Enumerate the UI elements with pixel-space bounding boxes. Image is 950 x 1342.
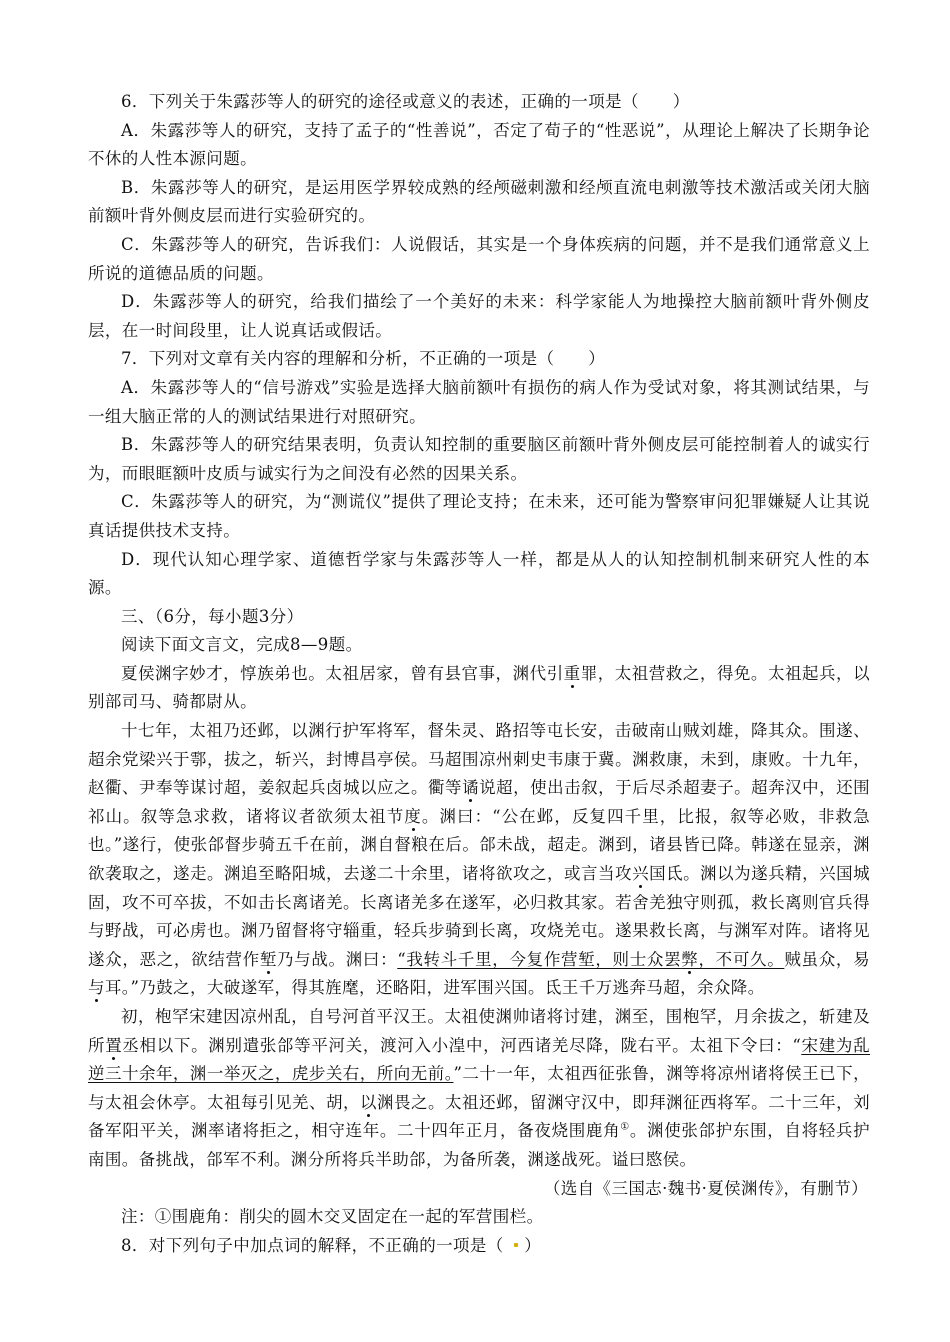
q7-option-b: B．朱露莎等人的研究结果表明，负责认知控制的重要脑区前额叶背外侧皮层可能控制着人的诚实行为，而眼眶额叶皮质与诚实行为之间没有必然的因果关系。 (88, 435, 870, 483)
text-run: 十七年，太祖乃还邺，以渊行护军将军，督朱灵、路招等屯长安，击破南山贼刘雄，降其众。围遂、超余党梁兴于鄠，拔之，斩兴，封博昌亭侯。马超围凉州刺史韦康于冀。渊救康，未到，康败。十九年，赵衢、尹奉等谋讨超，姜叙起兵卤城以应之。衢等 (88, 721, 870, 798)
passage-note: 注：①围鹿角：削尖的圆木交叉固定在一起的军营围栏。 (121, 1207, 544, 1227)
text-run: “我转斗千里，今复作营堑，则士众罢 (397, 949, 682, 969)
text-run: 国氐。渊以为遂兵精，兴国城固，攻不可卒拔，不如击长离诸羌。长离诸羌多在遂军，必归救其家。若舍羌独守则孤，救长离则官兵得与野战，可必虏也。渊乃留督将守辎重，轻兵步骑到长离，攻烧羌屯。遂果救长离，与渊军对阵。诸将见遂众，恶之，欲结营作 (88, 864, 870, 969)
text-run: 丞相以下。渊别遣张郃等平河关，渡河入小湟中，河西诸羌尽降，陇右平。太祖下令曰：“ (122, 1035, 802, 1055)
q6-option-c: C．朱露莎等人的研究，告诉我们：人说假话，其实是一个身体疾病的问题，并不是我们通常意义上所说的道德品质的问题。 (88, 234, 870, 283)
dotted-word: 重 (563, 663, 581, 683)
dotted-word: 度 (404, 806, 422, 826)
text-run: ，不可久。 (698, 949, 785, 969)
passage-paragraph-3 (88, 1003, 870, 1175)
q6-option-d: D．朱露莎等人的研究，给我们描绘了一个美好的未来：科学家能人为地操控大脑前额叶背外侧皮层，在一时间段里，让人说真话或假话。 (88, 292, 870, 340)
exam-content (88, 88, 870, 1260)
footnote-marker: ① (620, 1121, 630, 1133)
yellow-mark (514, 1243, 518, 1247)
text-run: 。渊曰：“公在邺，反复四千里，比报，叙等必败，非救急也。”遂行，使张郃督步骑五千在前，渊自督粮在后。郃未战，超走。渊到，诸县皆已降。韩遂在显亲，渊欲袭取之，遂走。渊追至略阳城，去遂二十余里，诸将欲攻之，或言当攻 (88, 806, 870, 884)
dotted-word: 兴 (632, 864, 650, 884)
dotted-word: 堑 (259, 949, 277, 969)
section3-heading: 三、（6分，每小题3分） (121, 606, 304, 626)
dotted-word: 弊 (681, 949, 699, 969)
q7-option-d: D．现代认知心理学家、道德哲学家与朱露莎等人一样，都是从人的认知控制机制来研究人性的本源。 (88, 549, 870, 598)
q7-stem: 7．下列对文章有关内容的理解和分析，不正确的一项是（ ） (121, 349, 606, 369)
text-run: 耳。”乃鼓之，大破遂军，得其旌麾，还略 (104, 978, 410, 998)
dotted-word: 置 (105, 1035, 123, 1055)
q6-option-a: A．朱露莎等人的研究，支持了孟子的“性善说”，否定了荀子的“性恶说”，从理论上解决了长期争论不休的人性本源问题。 (88, 120, 870, 169)
text-run: 罪，太祖营救之，得免。太祖起兵，以别部司马、骑都尉从。 (88, 663, 870, 712)
q6-option-b: B．朱露莎等人的研究，是运用医学界较成熟的经颅磁刺激和经颅直流电刺激等技术激活或关闭大脑前额叶背外侧皮层而进行实验研究的。 (88, 177, 870, 226)
text-run: 夏侯渊字妙才，惇族弟也。太祖居家，曾有县官事，渊代引 (121, 663, 564, 683)
text-run: ”二十一年，太祖西征张鲁，渊等将凉州诸将侯王已下，与太祖会休亭。太祖每引见羌、胡， (88, 1064, 870, 1112)
dotted-word: 以 (360, 1092, 378, 1112)
text-run: 8．对下列句子中加点词的解释，不正确的一项是（ (121, 1235, 504, 1255)
dotted-word: 谲 (462, 778, 480, 798)
text-run: 说超，使出击叙，于后尽杀超妻子。超奔汉中，还围祁山。叙等急求救，诸将议者欲须太祖节 (88, 778, 871, 826)
underlined-sentence (397, 950, 784, 969)
dotted-word: 与 (88, 978, 105, 998)
section3-instruction: 阅读下面文言文，完成8—9题。 (121, 635, 363, 655)
q7-option-c: C．朱露莎等人的研究，为“测谎仪”提供了理论支持；在未来，还可能为警察审问犯罪嫌疑人让其说真话提供技术支持。 (88, 492, 870, 540)
q6-stem: 6．下列关于朱露莎等人的研究的途径或意义的表述，正确的一项是（ ） (121, 92, 690, 111)
passage-paragraph-2 (88, 717, 870, 1003)
q8-stem (88, 1232, 870, 1261)
passage-paragraph-1 (88, 660, 870, 717)
text-run: 初，枹罕宋建因凉州乱，自号河首平汉王。太祖使渊帅诸将讨建，渊至，围枹罕，月余拔之，斩建及所 (88, 1007, 870, 1055)
text-run: 阳，进军围兴国。氐王千万逃奔马超，余众降。 (409, 978, 765, 998)
underlined-sentence: 宋建为乱逆三十余年，渊一举灭之，虎步关右，所向无前。 (88, 1035, 870, 1084)
text-run: ） (524, 1235, 542, 1255)
q7-option-a: A．朱露莎等人的“信号游戏”实验是选择大脑前额叶有损伤的病人作为受试对象，将其测试结果，与一组大脑正常的人的测试结果进行对照研究。 (88, 377, 870, 426)
text-run: 乃与战。渊曰： (277, 949, 398, 969)
text-run: 渊畏之。太祖还邺，留渊守汉中，即拜渊征西将军。二十三年，刘备军阳平关，渊率诸将拒之，相守连年。二十四年正月，备夜烧围鹿角 (88, 1092, 870, 1141)
text-run: 贼虽众，易 (784, 949, 870, 969)
text-run: 。渊使张郃护东围，自将轻兵护南围。备挑战，郃军不利。渊分所将兵半助郃，为备所袭，渊遂战死。谥曰愍侯。 (88, 1121, 870, 1169)
passage-source: （选自《三国志·魏书·夏侯渊传》，有删节） (543, 1178, 868, 1198)
